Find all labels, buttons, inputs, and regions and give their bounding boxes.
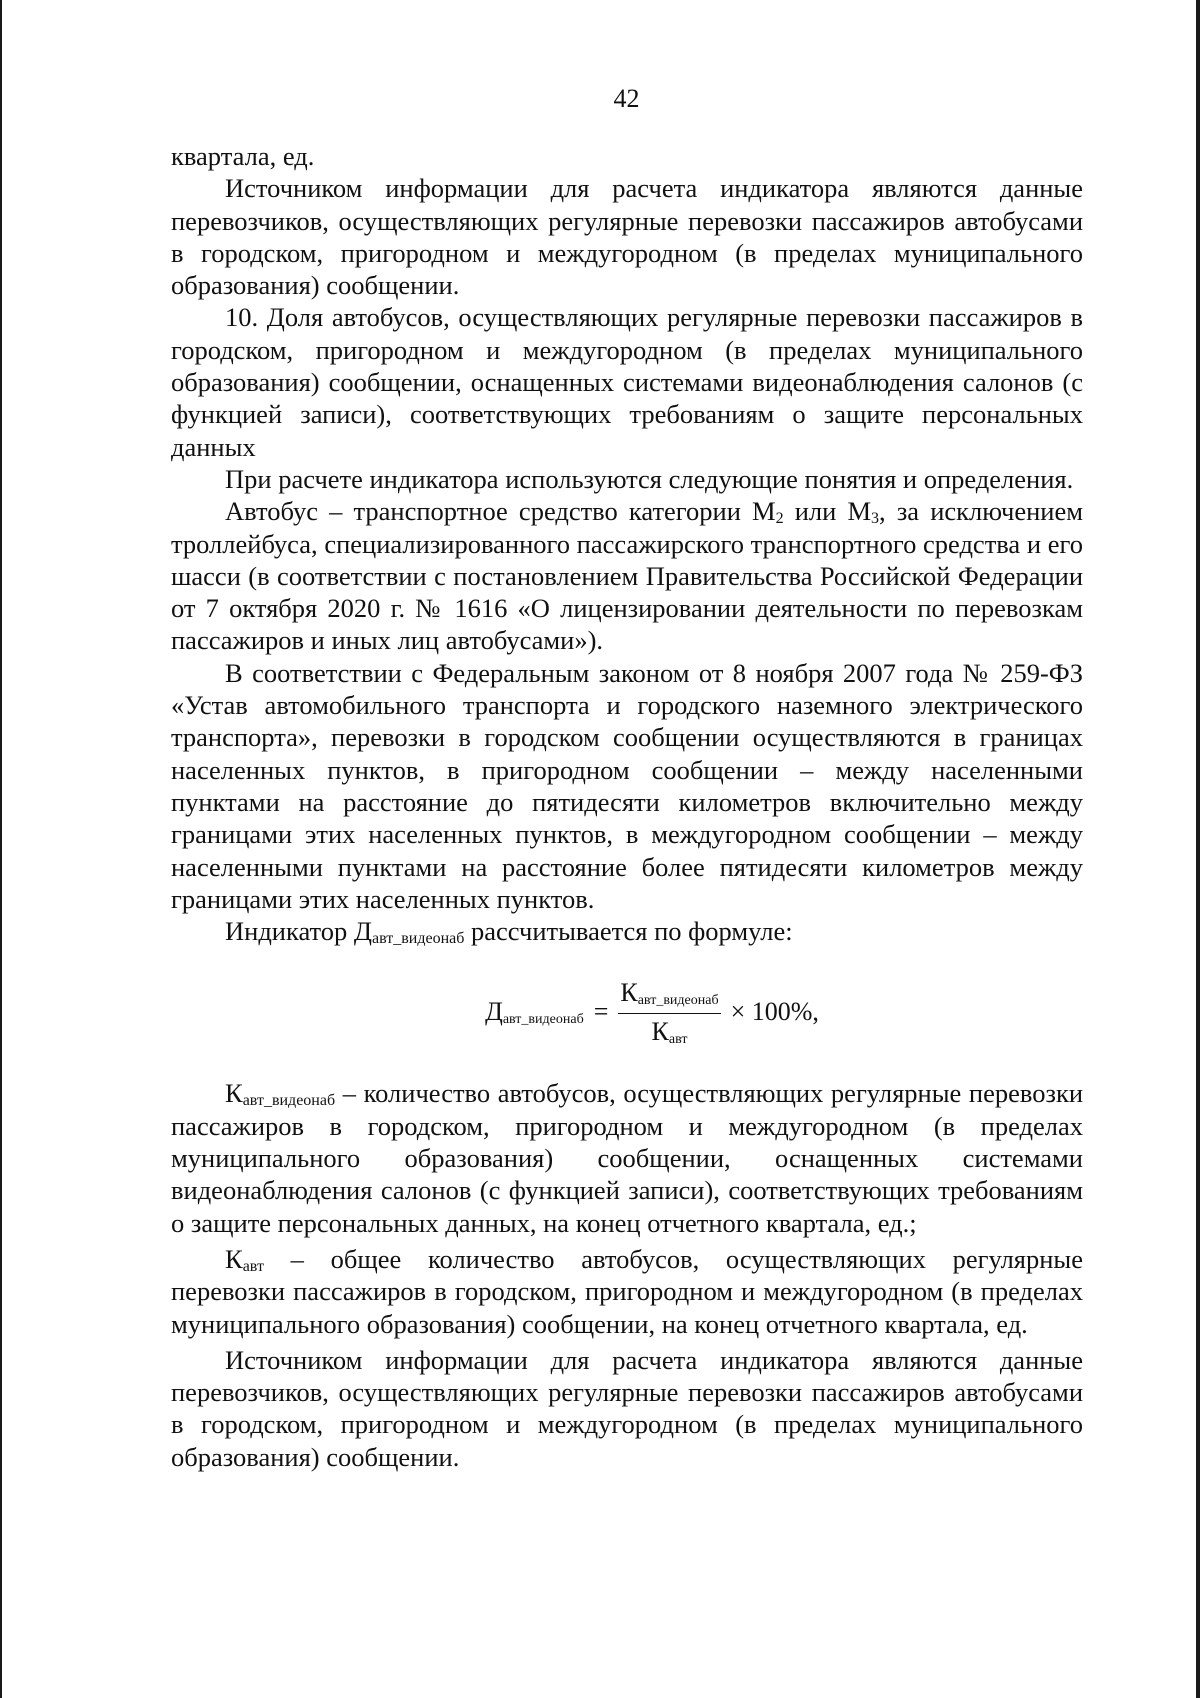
scan-edge-left (0, 0, 2, 1698)
paragraph-info-source: Источником информации для расчета индикатора являются данные перевозчиков, осуществляющих регулярные перевозки пассажиров автобусами в городском, пригородном и междугородном (в пределах муниципального образования) сообщении. (171, 173, 1083, 301)
paragraph-k-video-definition: $К_{авт\_видеонаб}$ – количество автобусов, осуществляющих регулярные перевозки пассажиров в городском, пригородном и междугородном (в пределах муниципального образования) сообщении, оснащенных системами видеонаблюдения салонов (с функцией записи), соответствующих требованиям о защите персональных данных, на конец отчетного квартала, ед.; (171, 1078, 1083, 1238)
paragraph-info-source-2: Источником информации для расчета индикатора являются данные перевозчиков, осуществляющих регулярные перевозки пассажиров автобусами в городском, пригородном и междугородном (в пределах муниципального образования) сообщении. (171, 1344, 1083, 1472)
paragraph-indicator-10-title: 10. Доля автобусов, осуществляющих регулярные перевозки пассажиров в городском, пригородном и междугородном (в пределах муниципального образования) сообщении, оснащенных системами видеонаблюдения салонов (с функцией записи), соответствующих требованиям о защите персональных данных (171, 302, 1083, 462)
formula-numerator: $К_{авт\_видеонаб}$ (618, 977, 720, 1014)
page-number: 42 (613, 84, 640, 113)
paragraph-definitions-intro: При расчете индикатора используются следующие понятия и определения. (225, 463, 1074, 494)
formula (171, 947, 1083, 1077)
formula-lhs: $Д_{авт\_видеонаб}$ (485, 997, 584, 1028)
formula-equals: = (593, 997, 609, 1027)
formula-fraction (618, 977, 720, 1049)
scan-edge-right (1196, 0, 1200, 1698)
paragraph-formula-intro: Индикатор $Д_{авт\_видеонаб}$ рассчитывается по формуле: (225, 916, 793, 948)
paragraph-continuation: квартала, ед. (171, 141, 315, 171)
document-body (171, 140, 1083, 1473)
formula-multiplier: × 100%, (730, 997, 819, 1027)
paragraph-k-total-definition: $К_{авт}$ – общее количество автобусов, осуществляющих регулярные перевозки пассажиров в городском, пригородном и междугородном (в пределах муниципального образования) сообщении, на конец отчетного квартала, ед. (171, 1243, 1083, 1339)
formula-denominator: $К_{авт}$ (651, 1016, 688, 1047)
paragraph-federal-law: В соответствии с Федеральным законом от 8 ноября 2007 года № 259-ФЗ «Устав автомобильного транспорта и городского наземного электрического транспорта», перевозки в городском сообщении осуществляются в границах населенных пунктов, в пригородном сообщении – между населенными пунктами на расстояние до пятидесяти километров включительно между границами этих населенных пунктов, в междугородном сообщении – между населенными пунктами на расстояние более пятидесяти километров между границами этих населенных пунктов. (171, 657, 1083, 914)
paragraph-bus-definition: Автобус – транспортное средство категории $М_2$ или $М_3$, за исключением троллейбуса, специализированного пассажирского транспортного средства и его шасси (в соответствии с постановлением Правительства Российской Федерации от 7 октября 2020 г. № 1616 «О лицензировании деятельности по перевозкам пассажиров и иных лиц автобусами»). (171, 496, 1084, 656)
